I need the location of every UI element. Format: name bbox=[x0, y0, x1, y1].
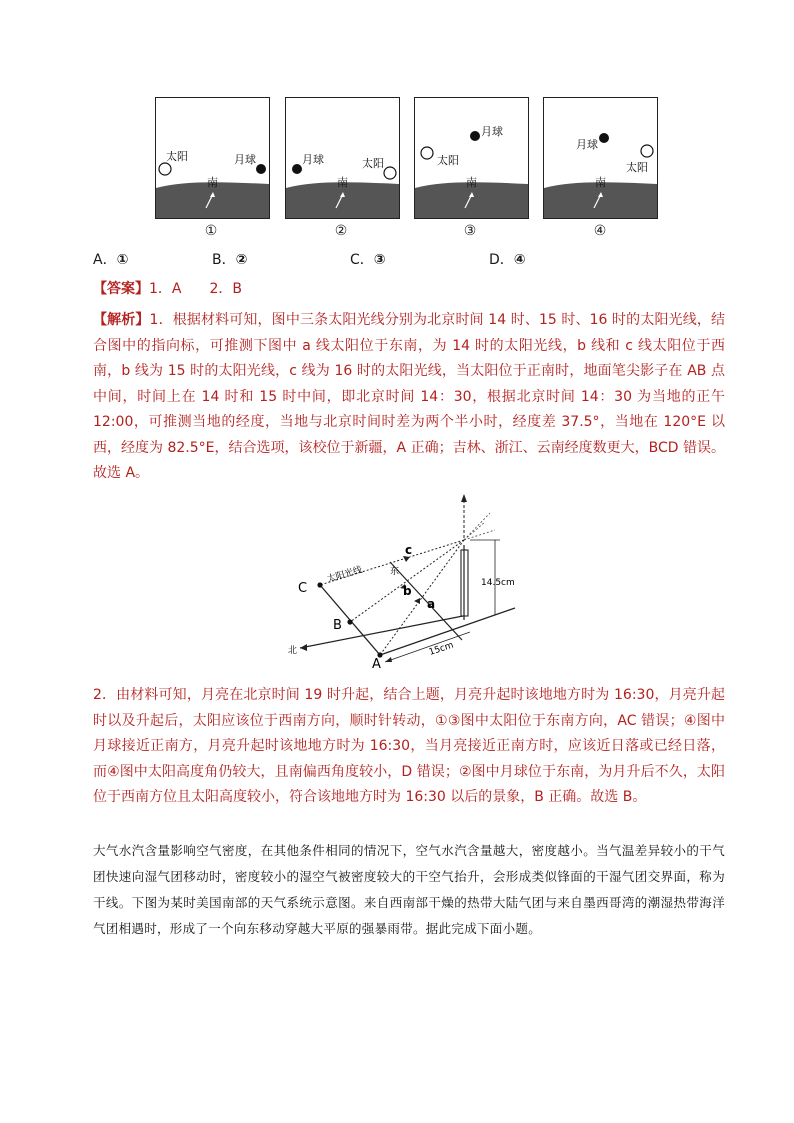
panel-number-2: ② bbox=[334, 223, 348, 239]
sun-icon bbox=[641, 145, 653, 157]
panel-4-drawing bbox=[544, 98, 657, 218]
moon-label: 月球 bbox=[576, 138, 598, 151]
option-c: C．③ bbox=[350, 252, 386, 268]
height-label: 14.5cm bbox=[481, 578, 515, 588]
sun-label: 太阳 bbox=[437, 154, 459, 167]
south-label: 南 bbox=[337, 176, 348, 189]
sky-panel-2 bbox=[285, 97, 400, 219]
moon-icon bbox=[599, 133, 609, 143]
answer-label: 【答案】 bbox=[93, 281, 149, 297]
answer-line bbox=[93, 277, 725, 303]
analysis-2-text: 2．由材料可知，月亮在北京时间 19 时升起，结合上题，月亮升起时该地地方时为 16:30，月亮升起时以及升起后，太阳应该位于西南方向，顺时针转动，①③图中太阳位于东南方向，AC 错误；④图中月球接近正南方，月亮升起时该地地方时为 16:30，当月亮接近正南方时，应该近日落或已经日落，而④图中太阳高度角仍较大，且南偏西角度较小，D 错误；②图中月球位于东南，为月升后不久，太阳位于西南方位且太阳高度较小，符合该地地方时为 16:30 以后的景象，B 正确。故选 B。 bbox=[93, 687, 725, 805]
moon-icon bbox=[256, 164, 266, 174]
option-a: A．① bbox=[93, 252, 129, 268]
sun-label: 太阳 bbox=[166, 150, 188, 163]
option-d: D．④ bbox=[489, 252, 526, 268]
panel-3-drawing bbox=[415, 98, 528, 218]
sun-icon bbox=[159, 163, 171, 175]
north-arrow-icon bbox=[300, 644, 307, 651]
moon-label: 月球 bbox=[234, 153, 256, 166]
panel-number-1: ① bbox=[204, 223, 218, 239]
moon-icon bbox=[470, 131, 480, 141]
moon-label: 月球 bbox=[481, 125, 503, 138]
point-c-label: C bbox=[298, 581, 308, 596]
analysis-1-text: 1．根据材料可知，图中三条太阳光线分别为北京时间 14 时、15 时、16 时的太阳光线，结合图中的指向标，可推测下图中 a 线太阳位于东南，为 14 时的太阳光线，b 线和 c 线太阳位于西南，b 线为 15 时的太阳光线，c 线为 16 时的太阳光线，当太阳位于正南时，地面笔尖影子在 AB 点中间，时间上在 14 时和 15 时中间，即北京时间 14：30，根据北京时间 14：30 为当地的正午 12:00，可推测当地的经度，当地与北京时间时差为两个半小时，经度差 37.5°，当地在 120°E 以西，经度为 82.5°E，结合选项，该校位于新疆，A 正确；吉林、浙江、云南经度数更大，BCD 错误。故选 A。 bbox=[93, 312, 725, 481]
moon-label: 月球 bbox=[302, 153, 324, 166]
material-text: 大气水汽含量影响空气密度，在其他条件相同的情况下，空气水汽含量越大，密度越小。当气温差异较小的干气团快速向湿气团移动时，密度较小的湿空气被密度较大的干空气抬升，会形成类似锋面的干湿气团交界面，称为干线。下图为某时美国南部的天气系统示意图。来自西南部干燥的热带大陆气团与来自墨西哥湾的潮湿热带海洋气团相遇时，形成了一个向东移动穿越大平原的强暴雨带。据此完成下面小题。 bbox=[93, 843, 725, 936]
east-label: 东 bbox=[390, 567, 400, 577]
line-c-label: c bbox=[405, 543, 413, 557]
analysis-label: 【解析】 bbox=[93, 312, 150, 328]
south-label: 南 bbox=[466, 176, 477, 189]
sky-panel-4 bbox=[543, 97, 658, 219]
analysis-1 bbox=[93, 308, 725, 487]
option-b: B．② bbox=[212, 252, 248, 268]
south-label: 南 bbox=[207, 176, 218, 189]
length-label: 15cm bbox=[427, 640, 455, 658]
sunlight-label: 太阳光线 bbox=[326, 565, 364, 585]
moon-icon bbox=[292, 164, 302, 174]
south-label: 南 bbox=[595, 176, 606, 189]
north-label: 北 bbox=[288, 646, 298, 656]
panel-number-3: ③ bbox=[463, 223, 477, 239]
panel-number-4: ④ bbox=[593, 223, 607, 239]
sun-icon bbox=[384, 167, 396, 179]
answer-text: 1．A 2．B bbox=[149, 281, 242, 297]
analysis-2 bbox=[93, 683, 725, 811]
point-a-label: A bbox=[372, 657, 381, 672]
sun-label: 太阳 bbox=[362, 157, 384, 170]
point-b-label: B bbox=[333, 618, 342, 633]
line-b-label: b bbox=[403, 584, 412, 598]
sky-panel-3 bbox=[414, 97, 529, 219]
line-a-label: a bbox=[427, 597, 436, 611]
sun-label: 太阳 bbox=[626, 161, 648, 174]
sun-icon bbox=[421, 147, 433, 159]
material-paragraph bbox=[93, 838, 725, 942]
shadow-diagram bbox=[290, 490, 540, 670]
sky-panel-1 bbox=[155, 97, 270, 219]
